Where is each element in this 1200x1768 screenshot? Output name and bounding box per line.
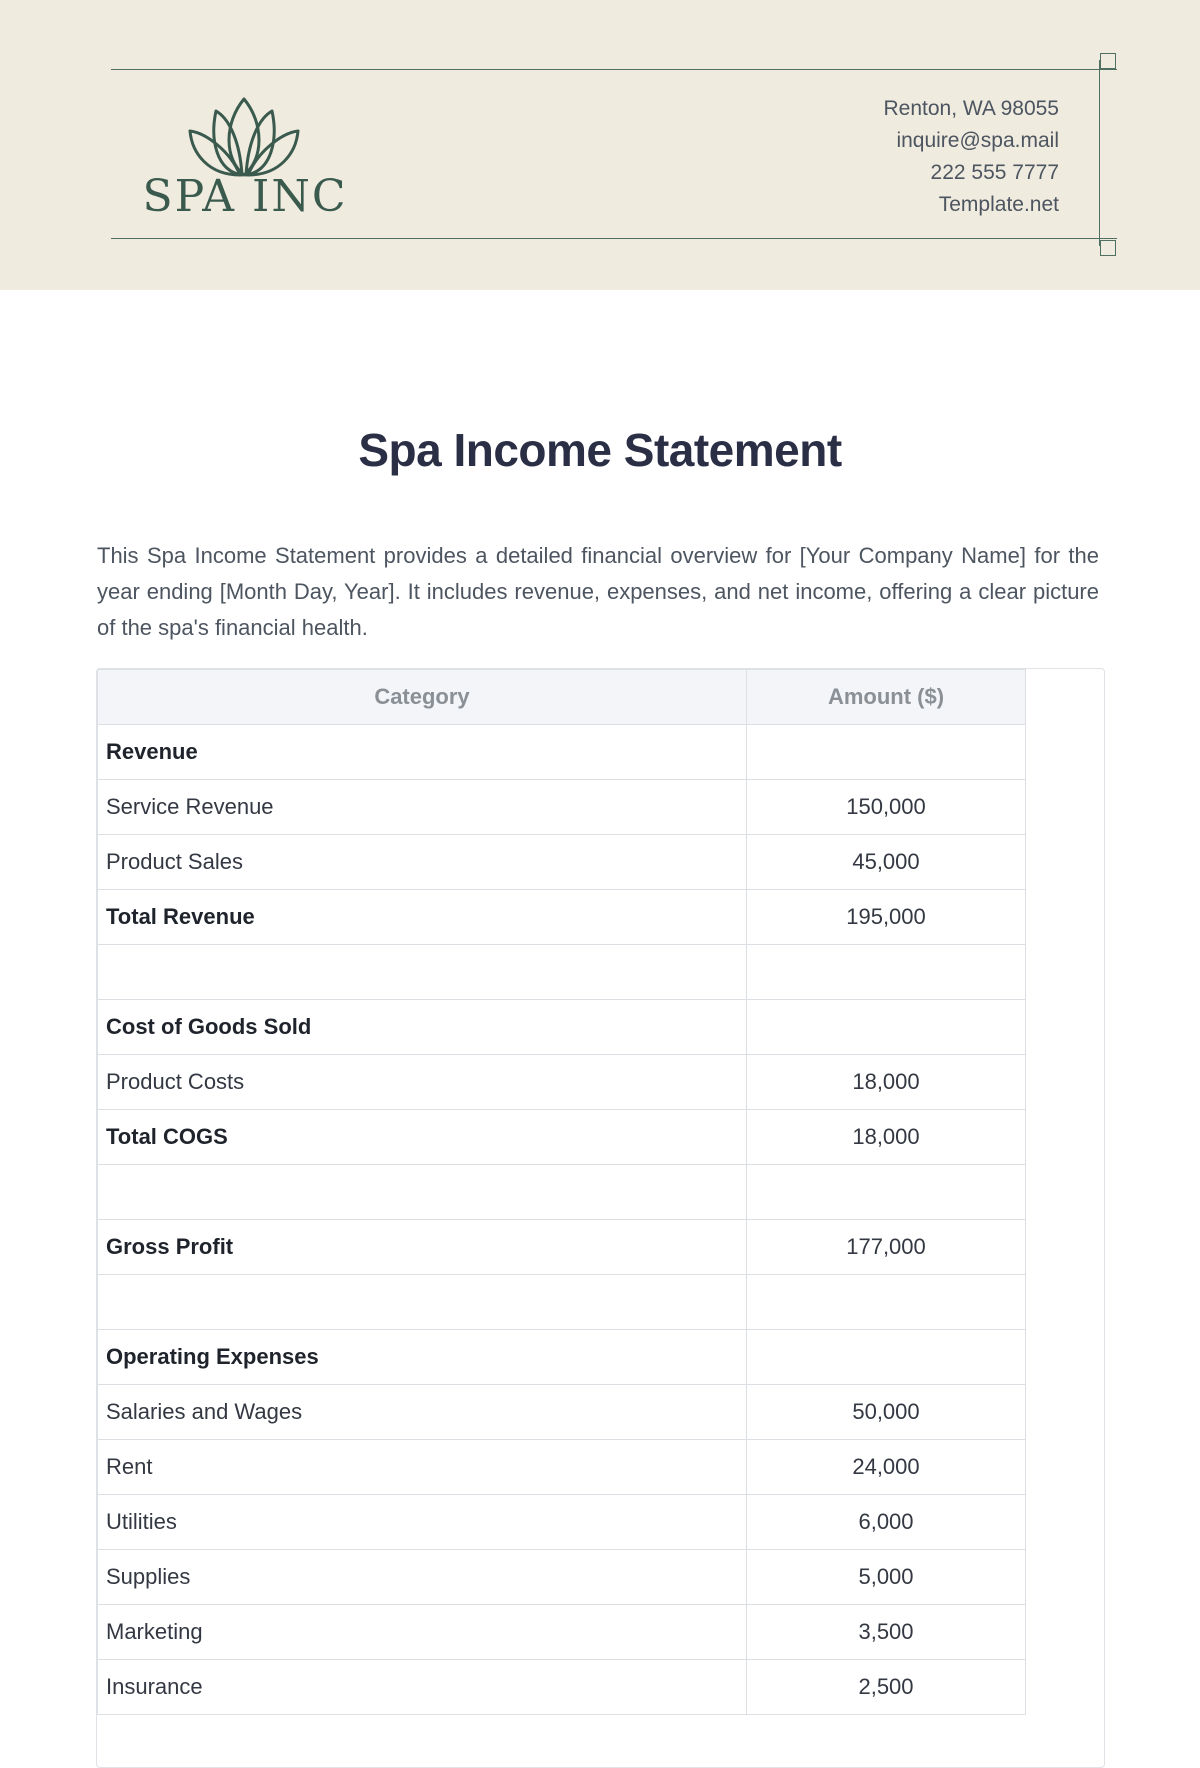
page-title: Spa Income Statement [358, 424, 842, 476]
contact-block [883, 93, 1059, 221]
table-row [98, 945, 1026, 1000]
table-row [98, 1660, 1026, 1715]
corner-square-bottom [1100, 240, 1116, 256]
table-row [98, 1275, 1026, 1330]
row-category: Total Revenue [98, 890, 747, 945]
row-category: Supplies [98, 1550, 747, 1605]
header-top-rule [111, 69, 1117, 70]
row-category: Product Sales [98, 835, 747, 890]
row-amount: 18,000 [747, 1055, 1026, 1110]
contact-address: Renton, WA 98055 [883, 97, 1059, 120]
row-amount [747, 1000, 1026, 1055]
row-amount: 150,000 [747, 780, 1026, 835]
table-header-row [98, 670, 1026, 725]
row-amount: 5,000 [747, 1550, 1026, 1605]
table-row [98, 1000, 1026, 1055]
table-row [98, 1605, 1026, 1660]
row-amount: 24,000 [747, 1440, 1026, 1495]
table-row [98, 1165, 1026, 1220]
row-amount: 2,500 [747, 1660, 1026, 1715]
table-row [98, 1110, 1026, 1165]
row-category: Product Costs [98, 1055, 747, 1110]
table-row [98, 1055, 1026, 1110]
corner-square-top [1100, 53, 1116, 69]
header-bottom-rule [111, 238, 1117, 239]
table-row [98, 1440, 1026, 1495]
income-statement-table [97, 669, 1026, 1715]
row-amount [747, 725, 1026, 780]
header-category: Category [98, 670, 747, 725]
header-amount: Amount ($) [747, 670, 1026, 725]
row-amount [747, 945, 1026, 1000]
table-row [98, 1220, 1026, 1275]
row-category: Total COGS [98, 1110, 747, 1165]
row-category [98, 1165, 747, 1220]
table-row [98, 725, 1026, 780]
row-category: Gross Profit [98, 1220, 747, 1275]
table-row [98, 835, 1026, 890]
row-amount: 6,000 [747, 1495, 1026, 1550]
row-amount [747, 1165, 1026, 1220]
row-category [98, 1275, 747, 1330]
row-amount: 177,000 [747, 1220, 1026, 1275]
row-amount: 50,000 [747, 1385, 1026, 1440]
row-category: Utilities [98, 1495, 747, 1550]
row-amount: 195,000 [747, 890, 1026, 945]
contact-website[interactable]: Template.net [938, 193, 1059, 216]
lotus-icon [186, 95, 302, 179]
row-category: Service Revenue [98, 780, 747, 835]
row-amount [747, 1330, 1026, 1385]
row-category: Revenue [98, 725, 747, 780]
row-amount [747, 1275, 1026, 1330]
contact-email[interactable]: inquire@spa.mail [896, 129, 1059, 152]
table-row [98, 1550, 1026, 1605]
letterhead [0, 0, 1200, 290]
table-row [98, 890, 1026, 945]
contact-phone: 222 555 7777 [930, 161, 1059, 184]
company-logo-text: SPA INC [142, 171, 348, 222]
row-category: Rent [98, 1440, 747, 1495]
header-right-rule [1099, 60, 1100, 246]
row-amount: 18,000 [747, 1110, 1026, 1165]
table-row [98, 1495, 1026, 1550]
table-row [98, 1330, 1026, 1385]
row-category: Operating Expenses [98, 1330, 747, 1385]
table-row [98, 780, 1026, 835]
table-row [98, 1385, 1026, 1440]
intro-paragraph: This Spa Income Statement provides a detailed financial overview for [Your Company Name] for the year ending [Month Day, Year]. It includes revenue, expenses, and net income, offering a clear picture of the spa's financial health. [97, 543, 1099, 640]
row-amount: 45,000 [747, 835, 1026, 890]
row-category: Insurance [98, 1660, 747, 1715]
row-category: Cost of Goods Sold [98, 1000, 747, 1055]
row-category: Marketing [98, 1605, 747, 1660]
row-category [98, 945, 747, 1000]
row-amount: 3,500 [747, 1605, 1026, 1660]
row-category: Salaries and Wages [98, 1385, 747, 1440]
